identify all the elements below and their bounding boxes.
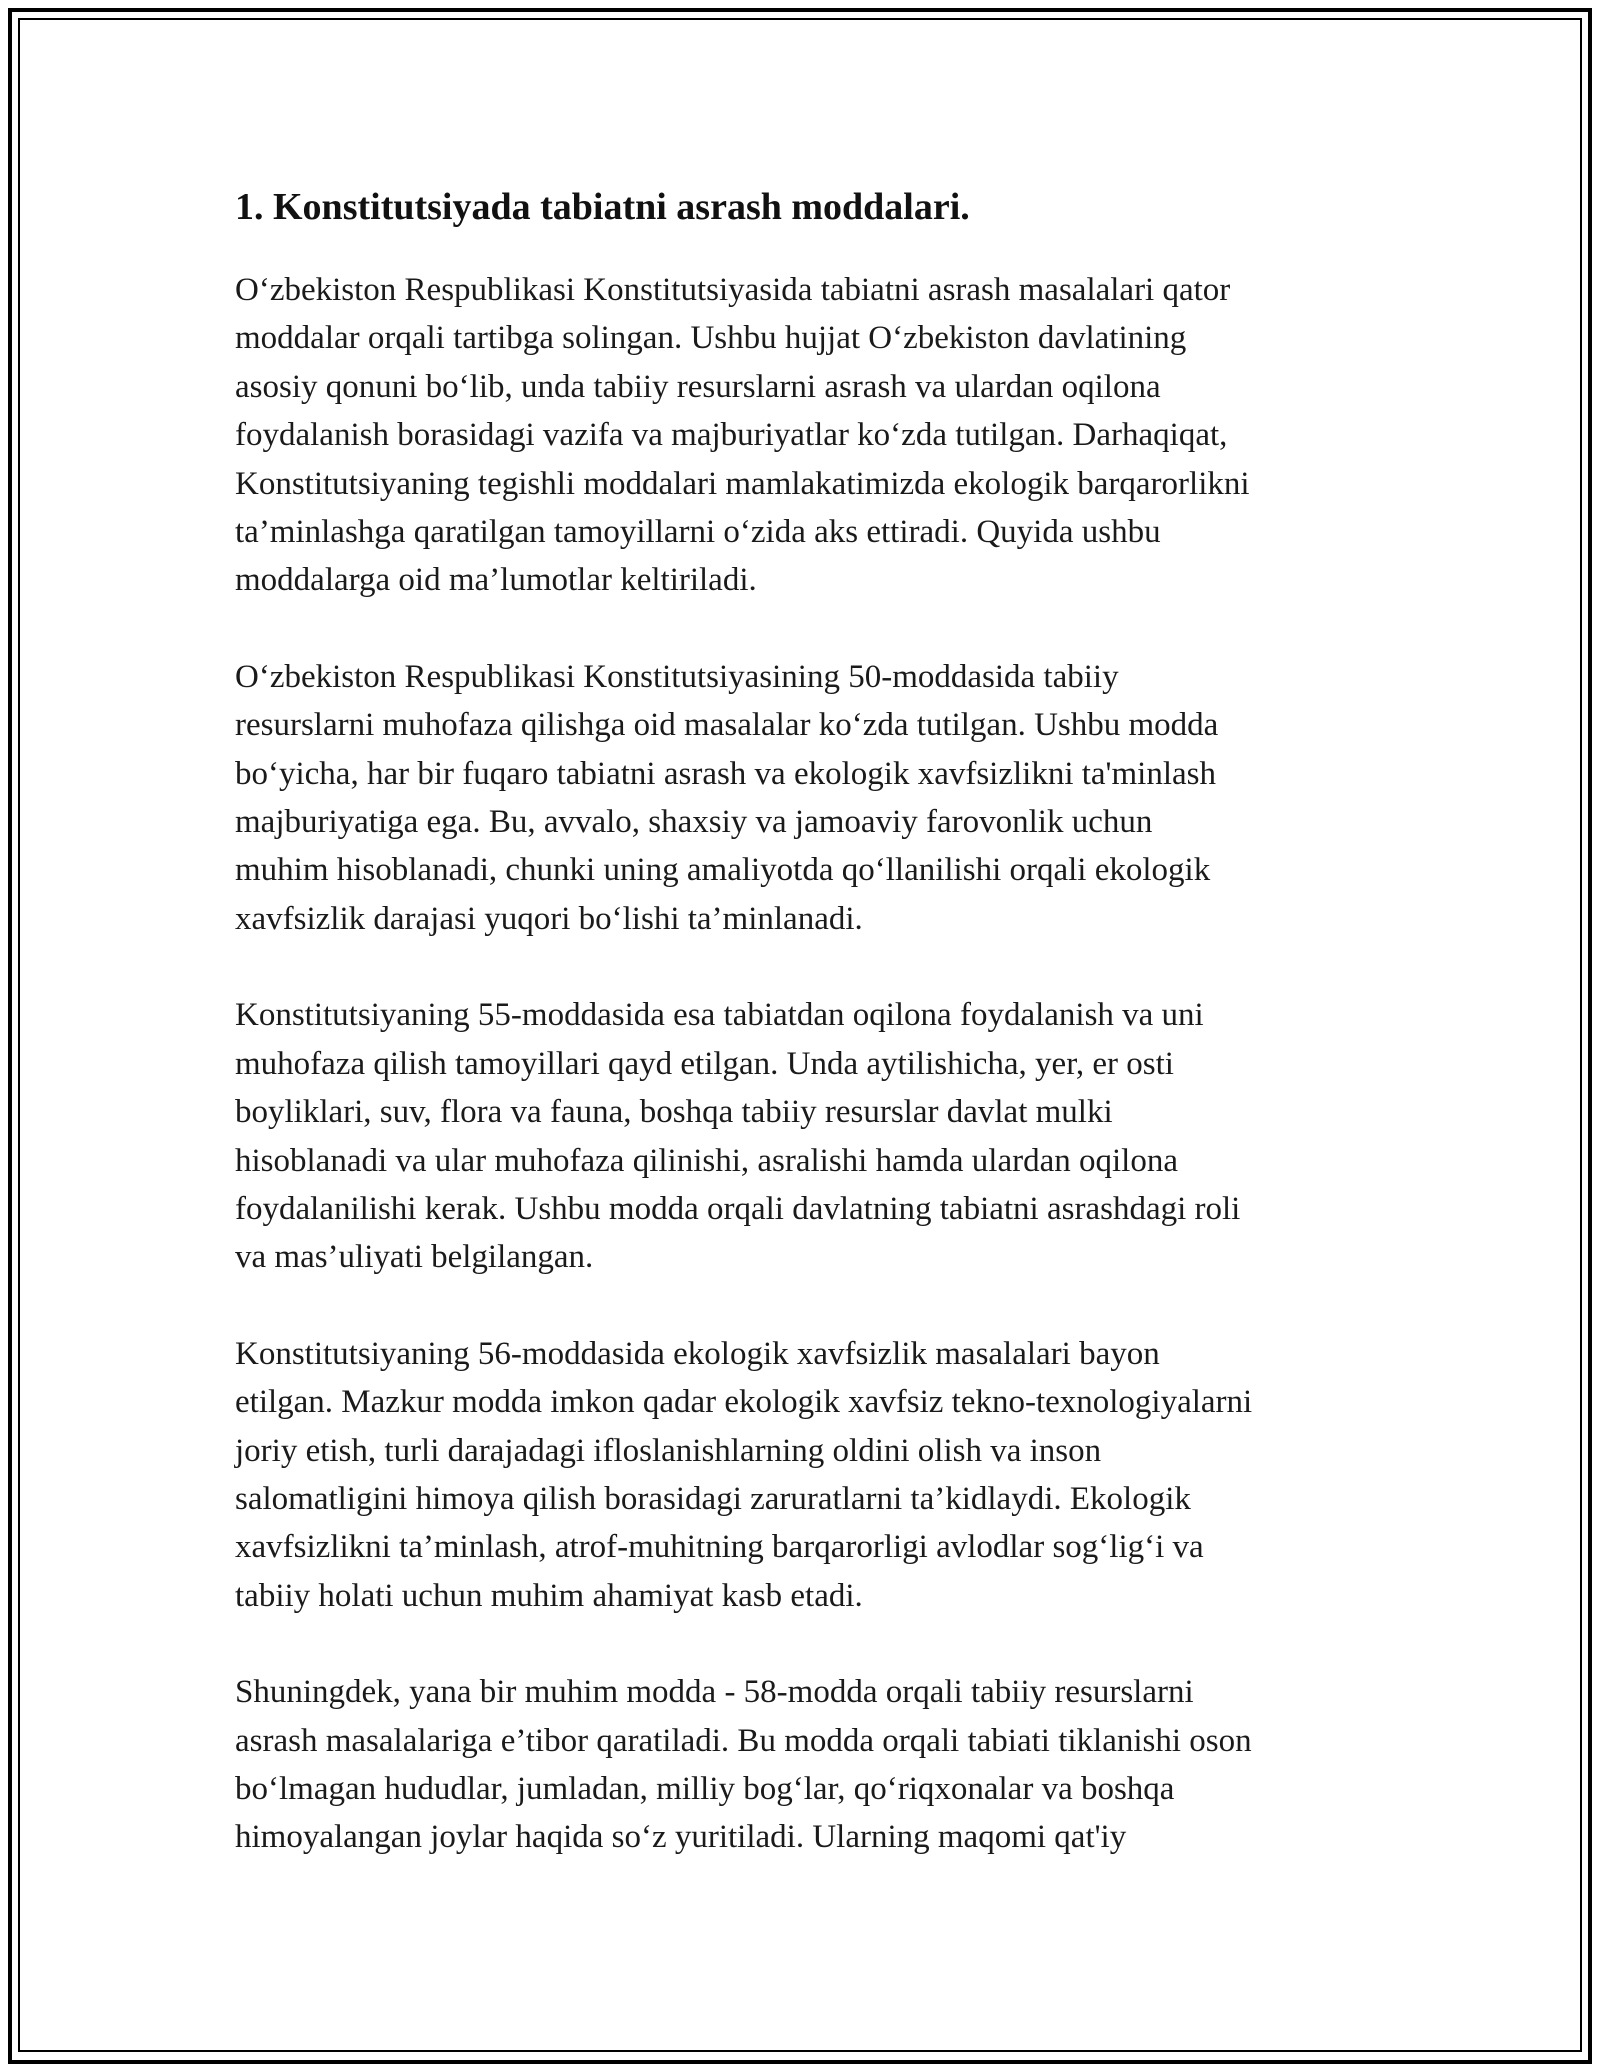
paragraph-article-55	[235, 991, 1395, 1281]
paragraph-line: Shuningdek, yana bir muhim modda - 58-modda orqali tabiiy resurslarni	[235, 1674, 1194, 1711]
paragraph-article-50	[235, 653, 1395, 943]
paragraph-line: himoyalangan joylar haqida so‘z yuritiladi. Ularning maqomi qat'iy	[235, 1819, 1127, 1856]
paragraph-line: majburiyatiga ega. Bu, avvalo, shaxsiy va jamoaviy farovonlik uchun	[235, 804, 1153, 841]
paragraph-line: moddalar orqali tartibga solingan. Ushbu hujjat O‘zbekiston davlatining	[235, 320, 1187, 357]
paragraph-line: joriy etish, turli darajadagi ifloslanishlarning oldini olish va inson	[235, 1432, 1102, 1469]
paragraph-line: moddalarga oid ma’lumotlar keltiriladi.	[235, 562, 757, 599]
paragraph-line: muhim hisoblanadi, chunki uning amaliyotda qo‘llanilishi orqali ekologik	[235, 852, 1211, 889]
paragraph-line: O‘zbekiston Respublikasi Konstitutsiyasida tabiatni asrash masalalari qator	[235, 272, 1231, 308]
paragraph-line: Konstitutsiyaning 55-moddasida esa tabiatdan oqilona foydalanish va uni	[235, 997, 1204, 1034]
paragraph-line: Konstitutsiyaning 56-moddasida ekologik xavfsizlik masalalari bayon	[235, 1335, 1160, 1372]
paragraph-line: Konstitutsiyaning tegishli moddalari mamlakatimizda ekologik barqarorlikni	[235, 465, 1250, 502]
paragraph-line: xavfsizlikni ta’minlash, atrof-muhitning barqarorligi avlodlar sog‘lig‘i va	[235, 1529, 1204, 1566]
document-body	[235, 182, 1395, 1910]
paragraph-line: etilgan. Mazkur modda imkon qadar ekologik xavfsiz tekno-texnologiyalarni	[235, 1384, 1253, 1421]
paragraph-line: asosiy qonuni bo‘lib, unda tabiiy resurslarni asrash va ulardan oqilona	[235, 368, 1161, 405]
paragraph-line: bo‘lmagan hududlar, jumladan, milliy bog‘lar, qo‘riqxonalar va boshqa	[235, 1770, 1175, 1807]
paragraph-line: O‘zbekiston Respublikasi Konstitutsiyasining 50-moddasida tabiiy	[235, 658, 1119, 695]
paragraph-line: tabiiy holati uchun muhim ahamiyat kasb etadi.	[235, 1577, 863, 1614]
paragraph-line: asrash masalalariga e’tibor qaratiladi. Bu modda orqali tabiati tiklanishi oson	[235, 1722, 1252, 1759]
paragraph-line: foydalanish borasidagi vazifa va majburiyatlar ko‘zda tutilgan. Darhaqiqat,	[235, 417, 1228, 454]
paragraph-line: resurslarni muhofaza qilishga oid masalalar ko‘zda tutilgan. Ushbu modda	[235, 707, 1219, 744]
paragraph-line: bo‘yicha, har bir fuqaro tabiatni asrash va ekologik xavfsizlikni ta'minlash	[235, 755, 1216, 792]
paragraph-article-56	[235, 1330, 1395, 1620]
paragraph-line: ta’minlashga qaratilgan tamoyillarni o‘zida aks ettiradi. Quyida ushbu	[235, 514, 1161, 551]
paragraph-line: foydalanilishi kerak. Ushbu modda orqali davlatning tabiatni asrashdagi roli	[235, 1190, 1241, 1227]
paragraph-article-58	[235, 1668, 1395, 1862]
section-heading: 1. Konstitutsiyada tabiatni asrash moddalari.	[235, 186, 970, 228]
paragraph-intro	[235, 266, 1395, 605]
paragraph-line: xavfsizlik darajasi yuqori bo‘lishi ta’minlanadi.	[235, 900, 863, 937]
paragraph-line: va mas’uliyati belgilangan.	[235, 1239, 594, 1276]
paragraph-line: muhofaza qilish tamoyillari qayd etilgan. Unda aytilishicha, yer, er osti	[235, 1045, 1174, 1082]
paragraph-line: hisoblanadi va ular muhofaza qilinishi, asralishi hamda ulardan oqilona	[235, 1142, 1178, 1179]
paragraph-line: salomatligini himoya qilish borasidagi zaruratlarni ta’kidlaydi. Ekologik	[235, 1480, 1191, 1517]
paragraph-line: boyliklari, suv, flora va fauna, boshqa tabiiy resurslar davlat mulki	[235, 1094, 1113, 1131]
